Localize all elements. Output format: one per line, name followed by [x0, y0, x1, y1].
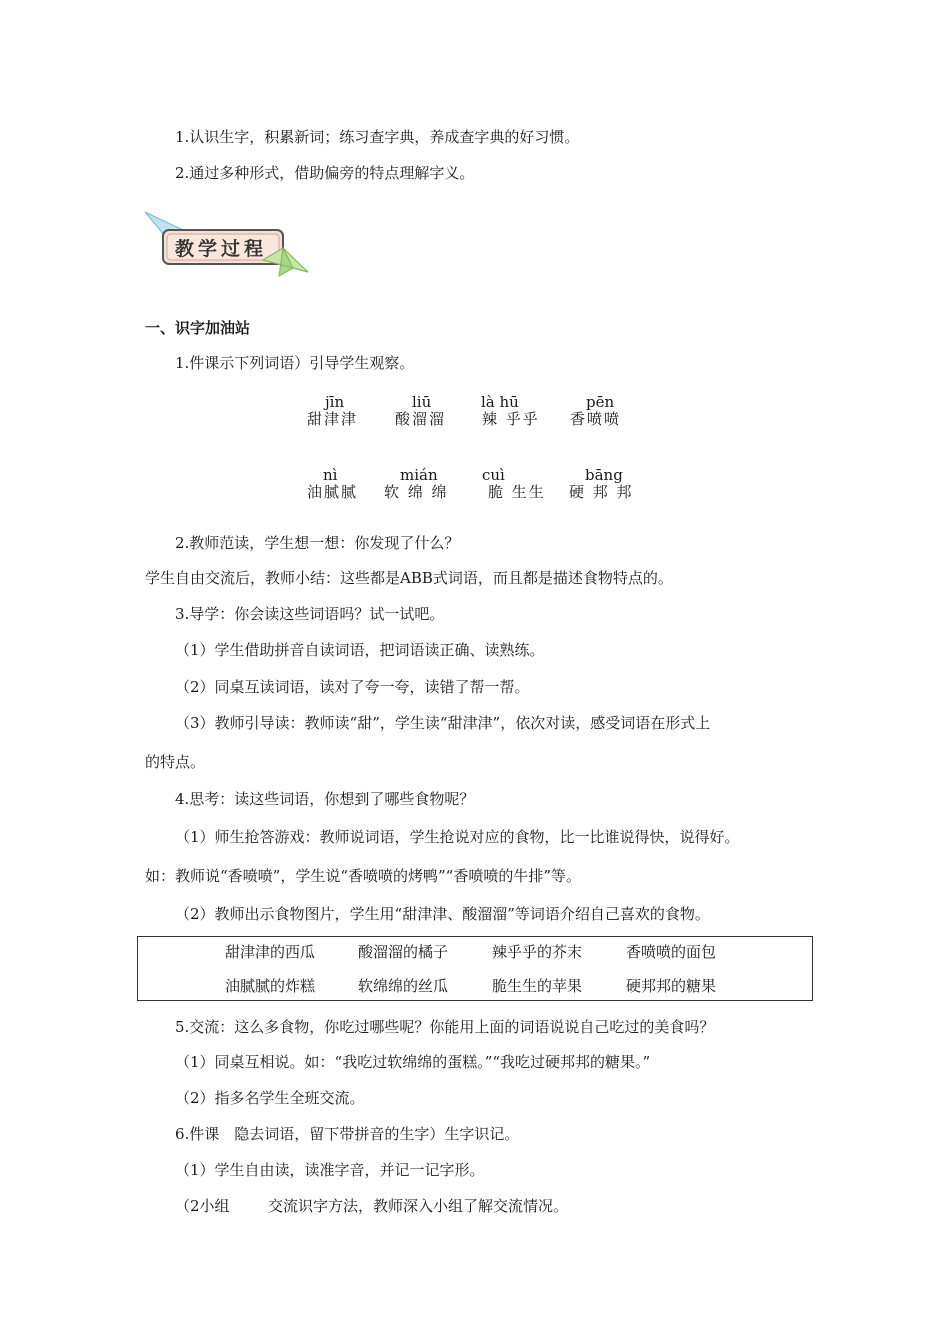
step-6-2-label: （2小组 [175, 1197, 230, 1215]
step-5-1: （1）同桌互相说。如：“我吃过软绵绵的蛋糕。”“我吃过硬邦邦的糖果。” [175, 1053, 651, 1071]
step-4-1-example: 如：教师说“香喷喷”，学生说“香喷喷的烤鸭”“香喷喷的牛排”等。 [145, 867, 582, 885]
pinyin-ni: nì [323, 466, 338, 484]
word-cuishengsheng: 脆 生生 [488, 483, 546, 501]
step-5-2: （2）指多名学生全班交流。 [175, 1089, 365, 1107]
food-phrase: 硬邦邦的糖果 [626, 977, 717, 995]
pinyin-lahu: là hū [481, 393, 519, 411]
pinyin-cui: cuì [482, 466, 505, 484]
step-2: 2.教师范读，学生想一想：你发现了什么？ [175, 534, 460, 552]
step-1: 1.件课示下列词语）引导学生观察。 [175, 354, 415, 372]
word-ruanmianmian: 软 绵 绵 [384, 483, 449, 501]
pinyin-pen: pēn [586, 393, 615, 411]
food-phrase-box [137, 936, 813, 1001]
step-3-3: （3）教师引导读：教师读“甜”，学生读“甜津津”，依次对读，感受词语在形式上 [175, 714, 711, 732]
word-yingbangbang: 硬 邦 邦 [569, 483, 634, 501]
step-3-1: （1）学生借助拼音自读词语，把词语读正确、读熟练。 [175, 641, 545, 659]
food-phrase: 油腻腻的炸糕 [225, 977, 316, 995]
pinyin-jin: jīn [325, 393, 345, 411]
step-4-1: （1）师生抢答游戏：教师说词语，学生抢说对应的食物，比一比谁说得快，说得好。 [175, 828, 740, 846]
word-tianjinjin: 甜津津 [307, 410, 359, 428]
pinyin-bang: bāng [585, 466, 623, 484]
food-phrase: 甜津津的西瓜 [225, 943, 316, 961]
food-phrase: 软绵绵的丝瓜 [358, 977, 449, 995]
word-suanliuliu: 酸溜溜 [395, 410, 447, 428]
step-3-2: （2）同桌互读词语，读对了夸一夸，读错了帮一帮。 [175, 678, 530, 696]
word-lahuhu: 辣 乎乎 [482, 410, 540, 428]
step-5: 5.交流：这么多食物，你吃过哪些呢？你能用上面的词语说说自己吃过的美食吗？ [175, 1018, 715, 1036]
step-2-summary: 学生自由交流后，教师小结：这些都是ABB式词语，而且都是描述食物特点的。 [145, 569, 673, 587]
food-phrase: 脆生生的苹果 [492, 977, 583, 995]
step-6-1: （1）学生自由读，读准字音，并记一记字形。 [175, 1161, 485, 1179]
teaching-process-banner [143, 210, 313, 280]
food-phrase: 香喷喷的面包 [626, 943, 717, 961]
pinyin-mian: mián [400, 466, 438, 484]
step-3: 3.导学：你会读这些词语吗？试一试吧。 [175, 605, 445, 623]
step-3-3-cont: 的特点。 [145, 753, 206, 771]
banner-text: 教学过程 [175, 238, 268, 260]
food-phrase: 酸溜溜的橘子 [358, 943, 449, 961]
food-phrase: 辣乎乎的芥末 [492, 943, 583, 961]
step-6-2-text: 交流识字方法，教师深入小组了解交流情况。 [268, 1197, 569, 1215]
step-4-2: （2）教师出示食物图片，学生用“甜津津、酸溜溜”等词语介绍自己喜欢的食物。 [175, 905, 710, 923]
objective-1: 1.认识生字，积累新词；练习查字典，养成查字典的好习惯。 [175, 128, 580, 146]
pinyin-liu: liū [412, 393, 432, 411]
section-title: 一、识字加油站 [145, 319, 251, 337]
step-4: 4.思考：读这些词语，你想到了哪些食物呢？ [175, 790, 475, 808]
objective-2: 2.通过多种形式，借助偏旁的特点理解字义。 [175, 164, 475, 182]
word-xiangpenpen: 香喷喷 [570, 410, 622, 428]
step-6: 6.件课 隐去词语，留下带拼音的生字）生字识记。 [175, 1125, 520, 1143]
word-youninni: 油腻腻 [307, 483, 359, 501]
